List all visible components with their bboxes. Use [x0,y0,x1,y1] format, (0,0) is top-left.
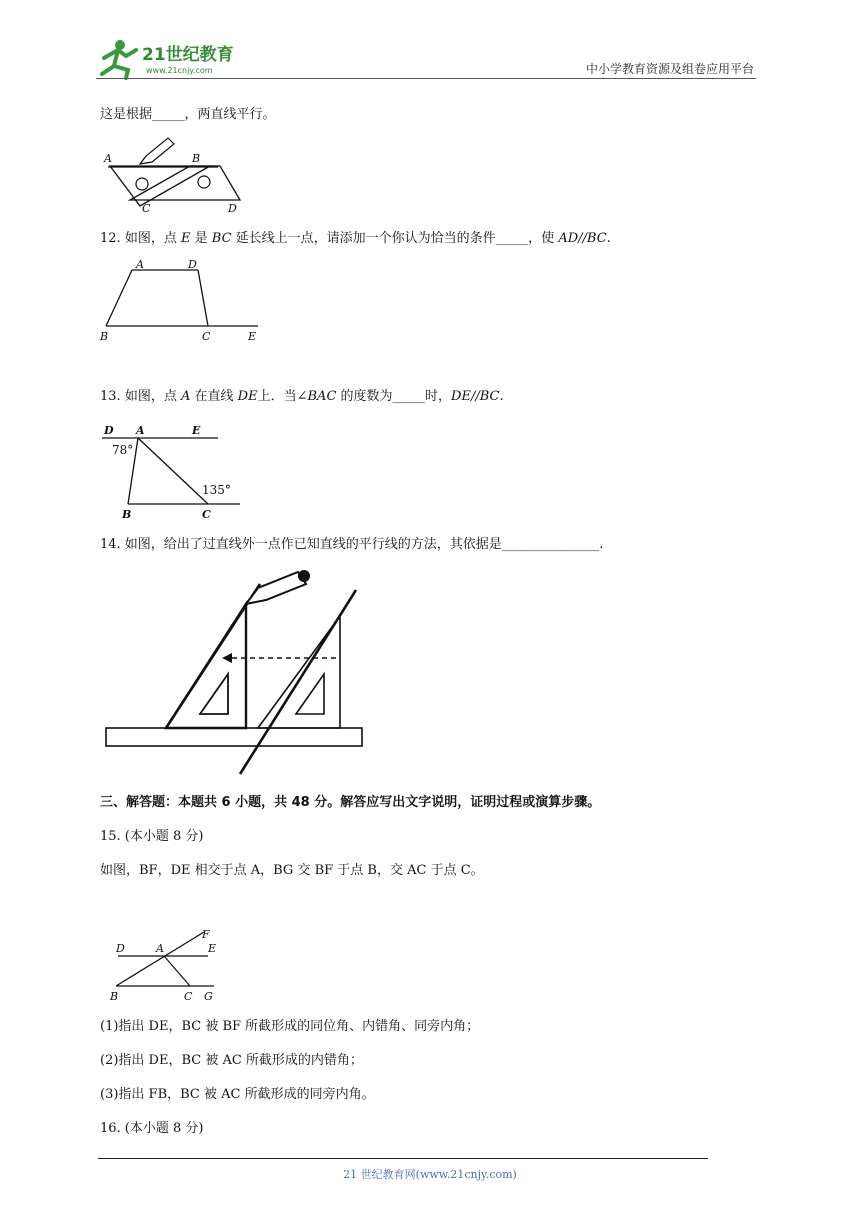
q15-description: 如图，BF，DE 相交于点 A，BG 交 BF 于点 B，交 AC 于点 C。 [100,863,484,878]
q15-label-f: F [202,928,210,941]
q15-label-b: B [110,990,119,1003]
q13-label-e: E [192,424,201,437]
q11-figure [100,134,250,216]
pencil-icon [246,570,310,604]
q15-label-g: G [204,990,213,1003]
q14-figure [100,566,370,780]
q15-label-d: D [116,942,125,955]
q11-line: 这是根据_____，两直线平行。 [100,107,276,122]
q12-figure [98,256,268,346]
q15-sub3: (3)指出 FB，BC 被 AC 所截形成的同旁内角。 [100,1087,375,1102]
q15-label-e: E [208,942,217,955]
q14-question: 14. 如图，给出了过直线外一点作已知直线的平行线的方法，其依据是_______________. [100,537,604,552]
q15-title: 15. (本小题 8 分) [100,829,204,844]
q13-figure [100,418,250,522]
q13-label-d: D [104,424,114,437]
page-header [96,36,754,80]
q12-label-a: A [136,258,144,271]
section-3-heading: 三、解答题：本题共 6 小题，共 48 分。解答应写出文字说明，证明过程或演算步骤。 [100,795,601,810]
q15-sub1: (1)指出 DE，BC 被 BF 所截形成的同位角、内错角、同旁内角； [100,1019,480,1034]
q16-title: 16. (本小题 8 分) [100,1121,204,1136]
logo [96,36,256,80]
q13-angle-78: 78° [112,443,134,457]
q13-label-b: B [122,508,132,521]
q13-question: 13. 如图，点 A 在直线 DE上．当∠BAC 的度数为_____时，DE//BC. [100,389,504,404]
q12-label-b: B [100,330,109,343]
q13-label-a: A [136,424,145,437]
q15-figure [104,926,224,1006]
header-divider [96,78,756,79]
q13-angle-135: 135° [202,483,231,497]
q12-label-e: E [248,330,257,343]
logo-text: 21世纪教育 [142,45,234,65]
header-platform-text: 中小学教育资源及组卷应用平台 [585,62,754,76]
q11-label-a: A [104,152,112,165]
pencil-icon [140,138,174,164]
q12-label-c: C [202,330,211,343]
q13-label-c: C [202,508,211,521]
q15-label-a: A [156,942,164,955]
q15-sub2: (2)指出 DE，BC 被 AC 所截形成的内错角； [100,1053,363,1068]
runner-icon [102,40,136,78]
q11-label-b: B [192,152,201,165]
footer-divider [98,1158,708,1159]
q12-label-d: D [188,258,197,271]
q11-label-c: C [142,202,151,215]
q12-question: 12. 如图，点 E 是 BC 延长线上一点，请添加一个你认为恰当的条件_____，使 AD//BC. [100,231,611,246]
q11-label-d: D [228,202,237,215]
footer-text[interactable]: 21 世纪教育网(www.21cnjy.com) [343,1168,517,1181]
q15-label-c: C [184,990,193,1003]
logo-url: www.21cnjy.com [146,66,213,75]
